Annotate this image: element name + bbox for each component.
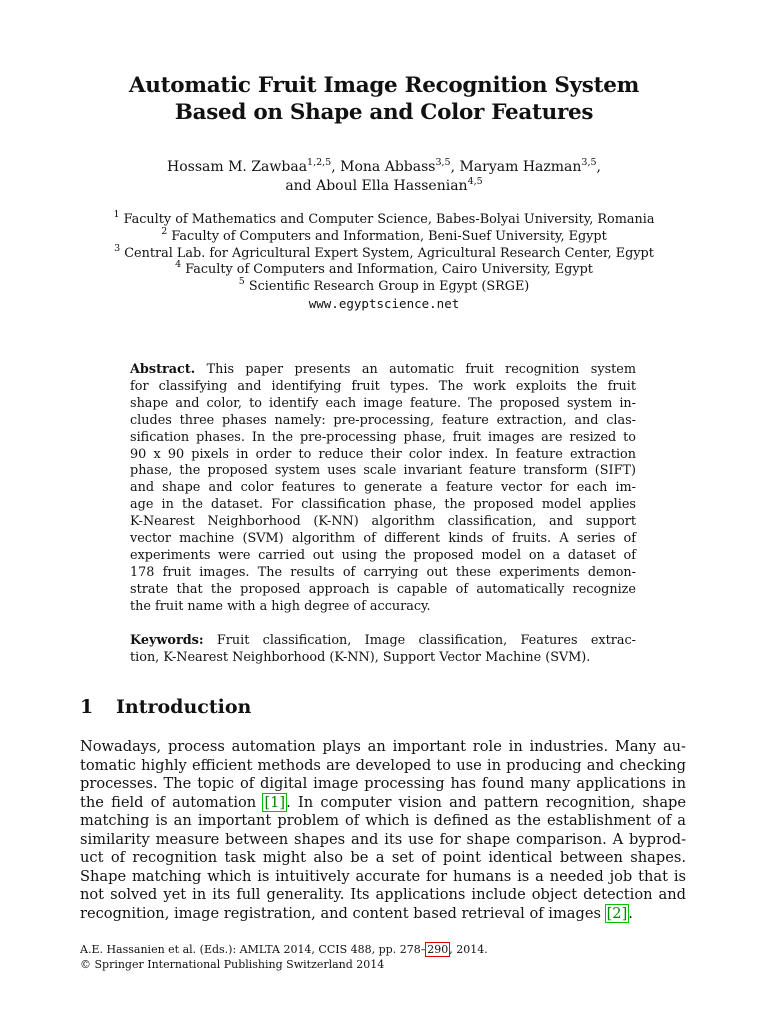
- abstract-spacer: [130, 616, 636, 633]
- keywords-label: Keywords:: [130, 632, 204, 648]
- author-affil-sup: 4,5: [467, 176, 483, 187]
- affiliation-number: 2: [161, 225, 168, 237]
- intro-line: not solved yet in its full generality. Its applications include object detection and: [80, 886, 686, 903]
- intro-line: the field of automation [1]. In computer vision and pattern recognition, shape: [80, 793, 686, 811]
- section-heading: [80, 696, 251, 718]
- page-range-link[interactable]: 290: [427, 943, 449, 956]
- author-affil-sup: 1,2,5: [307, 157, 332, 168]
- abstract-line: and shape and color features to generate a feature vector for each im-: [130, 480, 636, 496]
- abstract-line: Abstract. This paper presents an automatic fruit recognition system: [130, 362, 636, 377]
- abstract: [130, 362, 636, 666]
- affiliation-number: 5: [238, 276, 245, 288]
- author-list: [0, 158, 768, 196]
- title-line-2: Based on Shape and Color Features: [174, 100, 594, 125]
- affiliation-item: [0, 259, 768, 279]
- affiliation-item: [0, 209, 768, 229]
- affiliation-number: 1: [113, 209, 120, 220]
- intro-paragraph: [80, 738, 686, 923]
- intro-line: Nowadays, process automation plays an important role in industries. Many au-: [80, 738, 686, 755]
- affiliation-text: Faculty of Computers and Information, Beni-Suef University, Egypt: [171, 228, 607, 244]
- intro-line: uct of recognition task might also be a set of point identical between shapes.: [80, 849, 686, 866]
- abstract-line: K-Nearest Neighborhood (K-NN) algorithm classification, and support: [130, 514, 636, 530]
- abstract-line: 178 fruit images. The results of carrying out these experiments demon-: [130, 564, 636, 580]
- author-name: Hossam M. Zawbaa: [167, 159, 308, 175]
- author-prefix: and: [285, 178, 317, 194]
- page-footer: [80, 942, 488, 972]
- abstract-line: the fruit name with a high degree of accuracy.: [130, 598, 431, 614]
- affiliation-text: Scientific Research Group in Egypt (SRGE): [248, 279, 530, 295]
- abstract-line: age in the dataset. For classification phase, the proposed model applies: [130, 497, 636, 513]
- abstract-line: cludes three phases namely: pre-processing, feature extraction, and clas-: [130, 412, 636, 428]
- affiliation-list: [0, 209, 768, 313]
- affiliation-number: 4: [175, 259, 182, 271]
- footer-citation: A.E. Hassanien et al. (Eds.): AMLTA 2014, CCIS 488, pp. 278–290, 2014.: [80, 943, 488, 956]
- intro-line: recognition, image registration, and content based retrieval of images [2].: [80, 904, 633, 922]
- affiliation-item: [0, 276, 768, 296]
- section-number: 1: [80, 696, 94, 718]
- author-name: Mona Abbass: [340, 159, 436, 175]
- abstract-line: experiments were carried out using the proposed model on a dataset of: [130, 547, 636, 563]
- abstract-line: vector machine (SVM) algorithm of different kinds of fruits. A series of: [130, 531, 636, 547]
- title-line-1: Automatic Fruit Image Recognition System: [128, 73, 640, 98]
- abstract-label: Abstract.: [130, 362, 196, 377]
- intro-line: tomatic highly efficient methods are developed to use in producing and checking: [80, 756, 686, 774]
- affiliation-text: Faculty of Computers and Information, Cairo University, Egypt: [185, 262, 593, 278]
- abstract-line: sification phases. In the pre-processing phase, fruit images are resized to: [130, 429, 636, 445]
- citation-link[interactable]: [1]: [264, 793, 286, 811]
- abstract-line: 90 x 90 pixels in order to reduce their color index. In feature extraction: [130, 446, 636, 462]
- author-line-1: Hossam M. Zawbaa$^{1,2,5}$, Mona Abbass$^{3,5}$, Maryam Hazman$^{3,5}$,: [167, 157, 601, 175]
- website-url: www.egyptscience.net: [308, 295, 460, 311]
- intro-line: Shape matching which is intuitively accurate for humans is a needed job that is: [80, 867, 686, 885]
- intro-line: matching is an important problem of which is defined as the establishment of a: [80, 812, 686, 829]
- affiliation-number: 3: [114, 242, 121, 254]
- abstract-line: phase, the proposed system uses scale invariant feature transform (SIFT): [130, 463, 636, 479]
- affiliation-text: Central Lab. for Agricultural Expert System, Agricultural Research Center, Egypt: [124, 245, 654, 261]
- intro-line: processes. The topic of digital image processing has found many applications in: [80, 775, 686, 792]
- footer-copyright: © Springer International Publishing Switzerland 2014: [80, 958, 385, 971]
- paper-title: [0, 72, 768, 126]
- author-line-2: [0, 177, 768, 196]
- citation-link[interactable]: [2]: [606, 904, 628, 922]
- keywords-line: Keywords: Fruit classification, Image classification, Features extrac-: [130, 632, 636, 648]
- affiliation-text: Faculty of Mathematics and Computer Science, Babes-Bolyai University, Romania: [123, 212, 655, 227]
- author-affil-sup: 3,5: [435, 157, 451, 168]
- abstract-line: strate that the proposed approach is capable of automatically recognize: [130, 581, 636, 597]
- abstract-line: for classifying and identifying fruit types. The work exploits the fruit: [130, 378, 636, 394]
- section-title: Introduction: [116, 696, 252, 718]
- keywords-line: tion, K-Nearest Neighborhood (K-NN), Support Vector Machine (SVM).: [130, 649, 591, 665]
- author-name: Aboul Ella Hassenian: [316, 178, 468, 194]
- abstract-line: shape and color, to identify each image feature. The proposed system in-: [130, 395, 636, 411]
- author-affil-sup: 3,5: [581, 157, 597, 168]
- affiliation-item: [0, 242, 768, 263]
- intro-line: similarity measure between shapes and its use for shape comparison. A byprod-: [80, 830, 686, 848]
- author-name: Maryam Hazman: [459, 159, 582, 175]
